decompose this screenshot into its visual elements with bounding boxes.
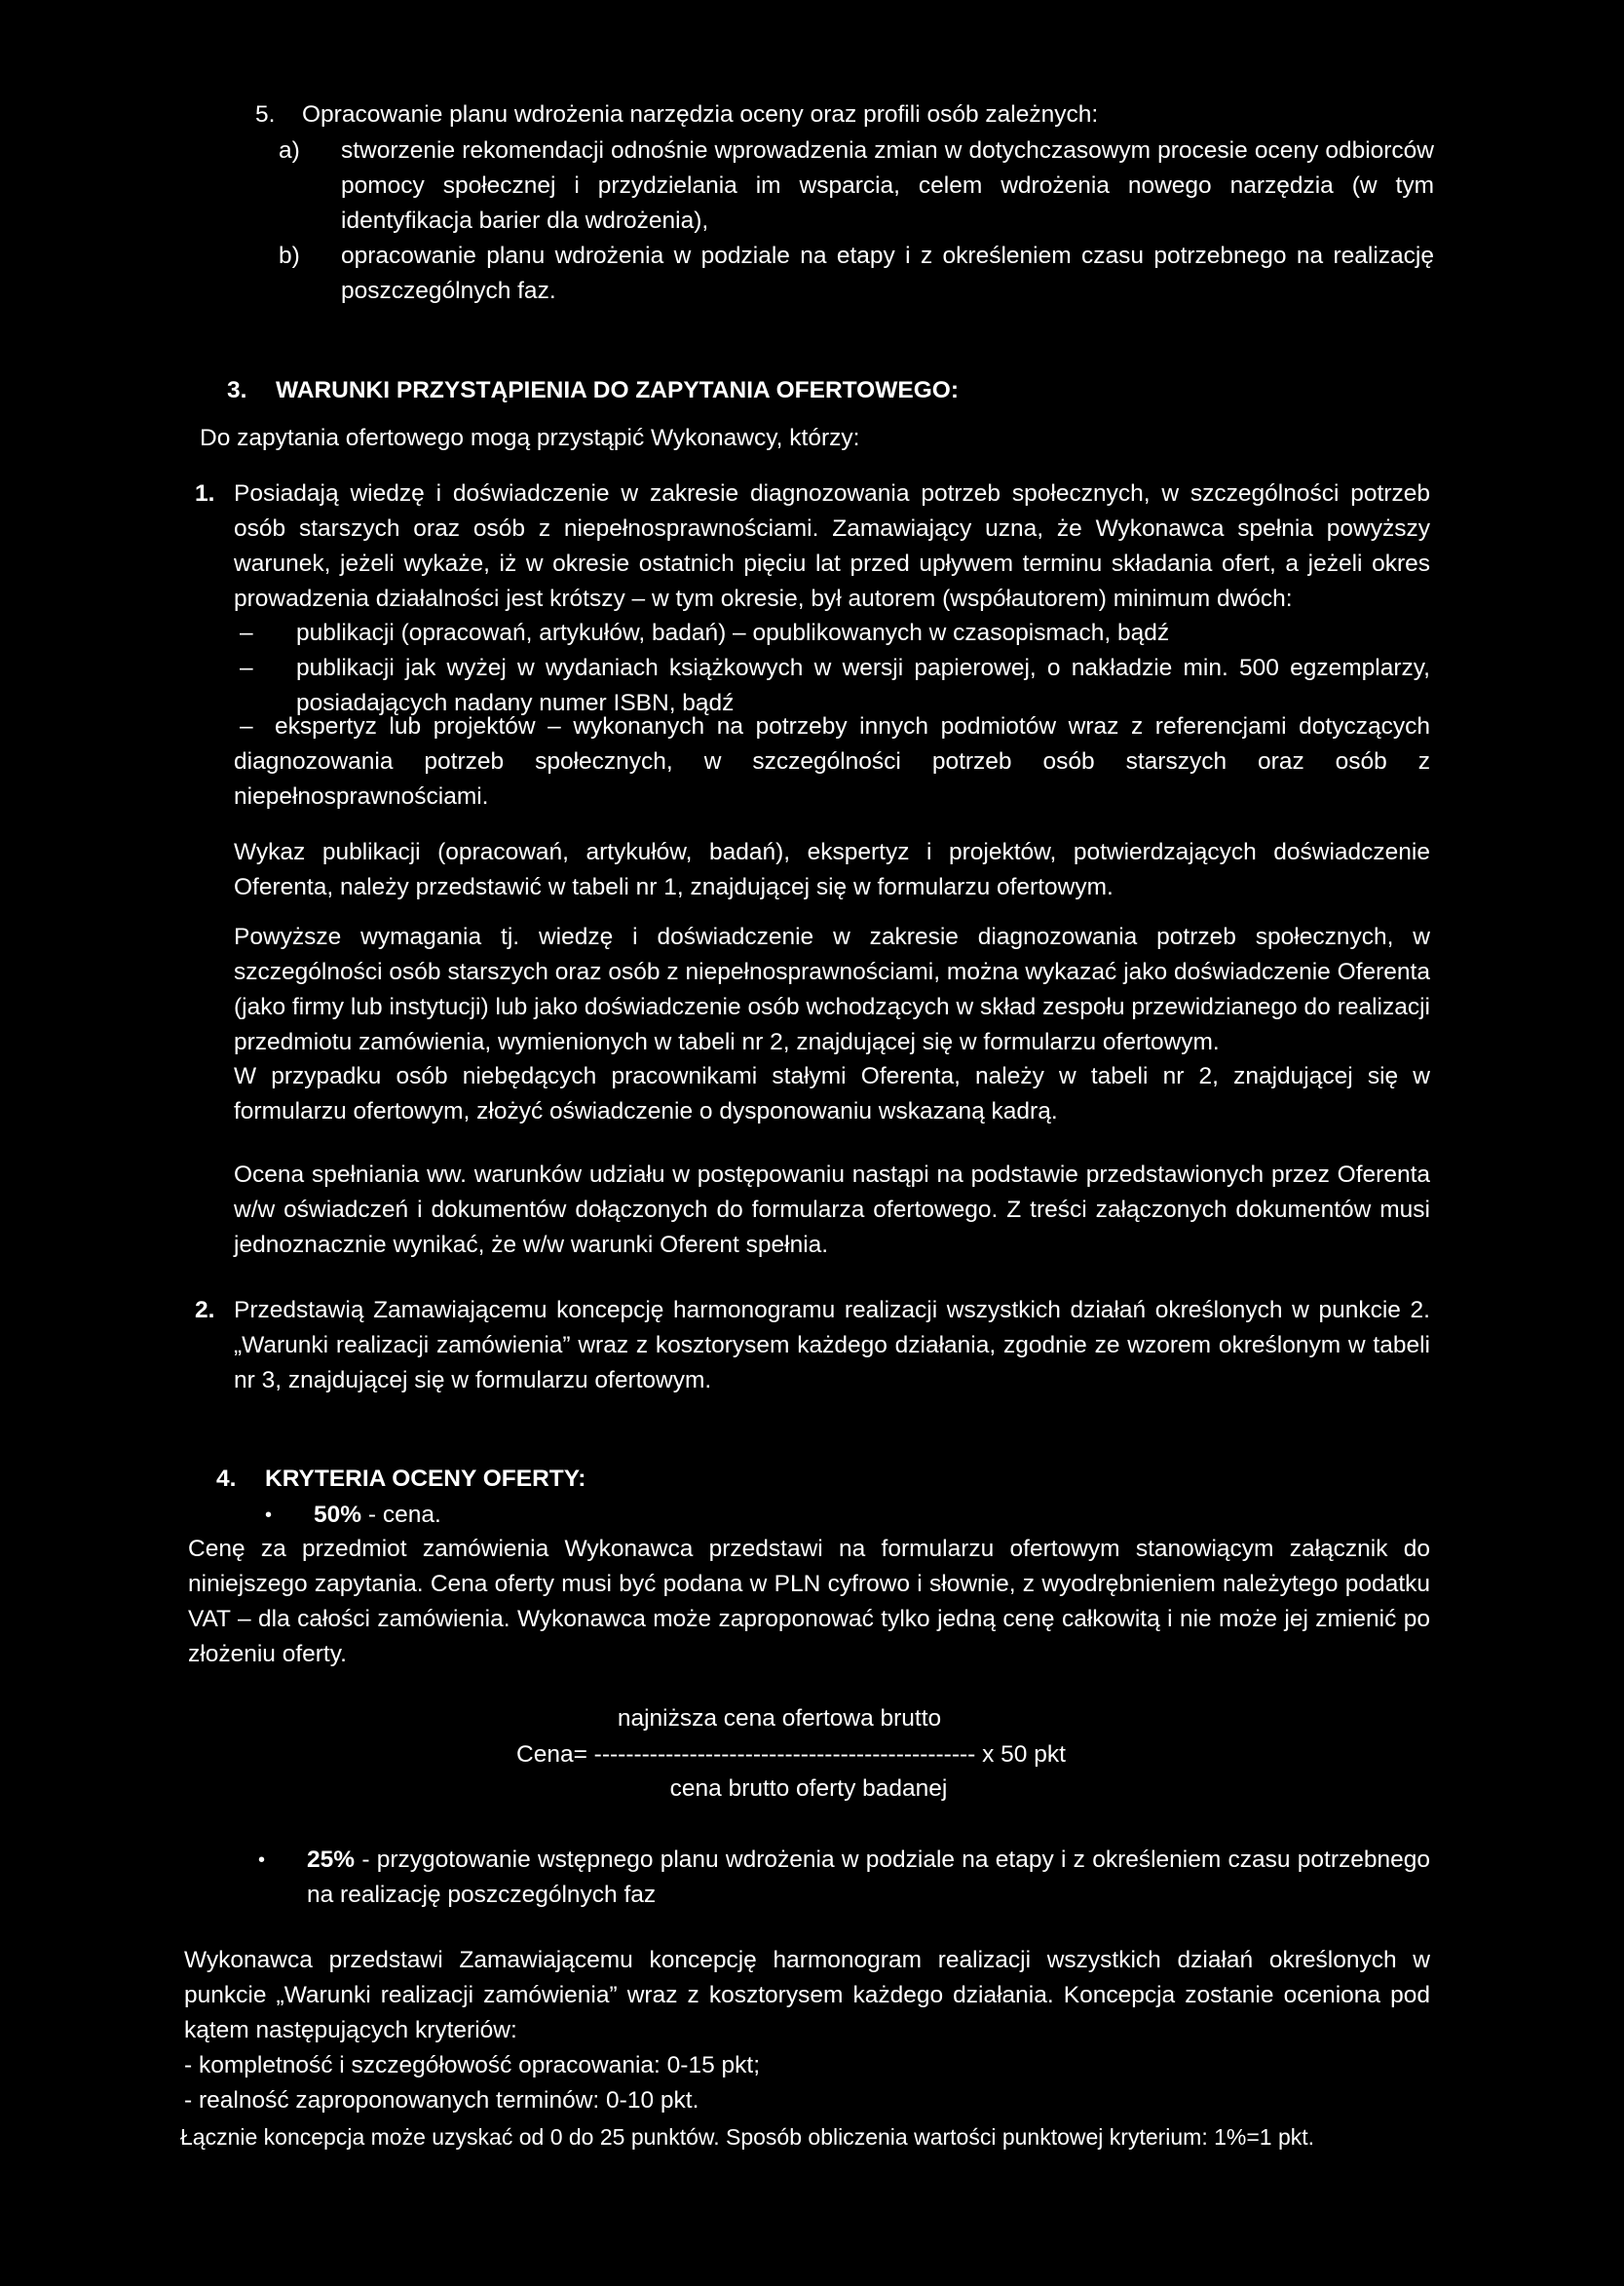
sec3-item-1-text: Posiadają wiedzę i doświadczenie w zakresie diagnozowania potrzeb społecznych, w szczególności potrzeb osób starszych oraz osób z niepełnosprawnościami. Zamawiający uzna, że Wykonawca spełnia powyższy warunek, jeżeli wykaże, iż w okresie ostatnich pięciu lat przed upływem terminu składania ofert, a jeżeli okres prowadzenia działalności jest krótszy – w tym okresie, był autorem (współautorem) minimum dwóch: (234, 480, 1430, 612)
sec4-bullet-2-text: - przygotowanie wstępnego planu wdrożenia w podziale na etapy i z określeniem czasu potrzebnego na realizację poszczególnych faz (307, 1847, 1430, 1908)
sec4-heading-number: 4. (216, 1466, 237, 1492)
sec3-wprzypadku-paragraph: W przypadku osób niebędących pracownikami stałymi Oferenta, należy w tabeli nr 2, znajdującej się w formularzu ofertowym, złożyć oświadczenie o dysponowaniu wskazaną kadrą. (234, 1063, 1430, 1124)
sec4-bullet-2-pct: 25% (307, 1847, 356, 1873)
sec4-koncepcja-paragraph: Wykonawca przedstawi Zamawiającemu koncepcję harmonogram realizacji wszystkich działań określonych w punkcie „Warunki realizacji zamówienia” wraz z kosztorysem każdego działania. Koncepcja zostanie oceniona pod kątem następujących kryteriów: (184, 1947, 1430, 2043)
sec3-dash-2-mark: – (240, 655, 253, 681)
sec5-item-b-label: b) (279, 243, 300, 269)
sec3-wykaz-paragraph: Wykaz publikacji (opracowań, artykułów, badań), ekspertyz i projektów, potwierdzających doświadczenie Oferenta, należy przedstawić w tabeli nr 1, znajdującej się w formularzu ofertowym. (234, 839, 1430, 900)
sec4-bullet-2-mark: • (258, 1849, 266, 1871)
sec3-heading-number: 3. (227, 377, 247, 403)
sec4-lacznie-paragraph: Łącznie koncepcja może uzyskać od 0 do 25 punktów. Sposób obliczenia wartości punktowej kryterium: 1%=1 pkt. (180, 2124, 1315, 2150)
sec5-title-text: Opracowanie planu wdrożenia narzędzia oceny oraz profili osób zależnych: (302, 101, 1099, 128)
sec3-item-1 (195, 476, 1430, 617)
sec4-cena-paragraph: Cenę za przedmiot zamówienia Wykonawca przedstawi na formularzu ofertowym stanowiącym załącznik do niniejszego zapytania. Cena oferty musi być podana w PLN cyfrowo i słownie, z wyodrębnieniem należytego podatku VAT – dla całości zamówienia. Wykonawca może zaproponować tylko jedną cenę całkowitą i nie może jej zmienić po złożeniu oferty. (188, 1536, 1430, 1667)
sec5-item-a (279, 133, 1434, 239)
sec5-item-a-label: a) (279, 137, 300, 164)
sec4-bullet-1-pct: 50% (314, 1502, 362, 1528)
sec4-bullet-1-text: - cena. (367, 1502, 441, 1528)
sec4-heading (216, 1462, 1385, 1497)
sec4-criterion-1: - kompletność i szczegółowość opracowania: 0-15 pkt; (184, 2052, 761, 2078)
sec3-dash-2-text: publikacji jak wyżej w wydaniach książkowych w wersji papierowej, o nakładzie min. 500 egzemplarzy, posiadających nadany numer ISBN, bądź (296, 655, 1430, 716)
sec4-bullet-1 (265, 1498, 1044, 1533)
sec4-criterion-2: - realność zaproponowanych terminów: 0-10 pkt. (184, 2087, 699, 2114)
sec3-heading-text: WARUNKI PRZYSTĄPIENIA DO ZAPYTANIA OFERTOWEGO: (276, 377, 959, 403)
sec5-number: 5. (255, 101, 276, 128)
sec3-item-2 (195, 1293, 1430, 1398)
sec4-bullet-1-mark: • (265, 1505, 273, 1526)
sec3-intro: Do zapytania ofertowego mogą przystąpić Wykonawcy, którzy: (200, 425, 860, 451)
sec3-dash-3-text: ekspertyz lub projektów – wykonanych na potrzeby innych podmiotów wraz z referencjami dotyczących diagnozowania potrzeb społecznych, w szczególności potrzeb osób starszych oraz osób z niepełnosprawnościami. (234, 713, 1430, 810)
sec3-dash-3 (234, 709, 1430, 815)
sec3-dash-1 (240, 616, 1430, 651)
sec3-ocena-paragraph: Ocena spełniania ww. warunków udziału w postępowaniu nastąpi na podstawie przedstawionych przez Oferenta w/w oświadczeń i dokumentów dołączonych do formularza ofertowego. Z treści załączonych dokumentów musi jednoznacznie wynikać, że w/w warunki Oferent spełnia. (234, 1162, 1430, 1258)
sec4-heading-text: KRYTERIA OCENY OFERTY: (265, 1466, 586, 1492)
sec5-item-b (279, 239, 1434, 309)
sec4-bullet-2 (258, 1843, 1430, 1913)
sec3-item-2-number: 2. (195, 1297, 215, 1323)
sec3-dash-1-mark: – (240, 620, 253, 646)
sec3-item-2-text: Przedstawią Zamawiającemu koncepcję harmonogramu realizacji wszystkich działań określonych w punkcie 2. „Warunki realizacji zamówienia” wraz z kosztorysem każdego działania, zgodnie ze wzorem określonym w tabeli nr 3, znajdującej się w formularzu ofertowym. (234, 1297, 1430, 1393)
sec3-powyzsze-paragraph: Powyższe wymagania tj. wiedzę i doświadczenie w zakresie diagnozowania potrzeb społecznych, w szczególności osób starszych oraz osób z niepełnosprawnościami, można wykazać jako doświadczenie Oferenta (jako firmy lub instytucji) lub jako doświadczenie osób wchodzących w skład zespołu przewidzianego do realizacji przedmiotu zamówienia, wymienionych w tabeli nr 2, znajdującej się w formularzu ofertowym. (234, 924, 1430, 1055)
sec3-dash-1-text: publikacji (opracowań, artykułów, badań) – opublikowanych w czasopismach, bądź (296, 620, 1170, 646)
sec3-item-1-number: 1. (195, 480, 215, 507)
sec5-item-a-text: stworzenie rekomendacji odnośnie wprowadzenia zmian w dotychczasowym procesie oceny odbiorców pomocy społecznej i przydzielania im wsparcia, celem wdrożenia nowego narzędzia (w tym identyfikacja barier dla wdrożenia), (341, 137, 1434, 234)
formula-denominator: cena brutto oferty badanej (669, 1775, 948, 1802)
formula-numerator: najniższa cena ofertowa brutto (617, 1705, 942, 1732)
sec5-item-b-text: opracowanie planu wdrożenia w podziale na etapy i z określeniem czasu potrzebnego na realizację poszczególnych faz. (341, 243, 1434, 304)
sec3-heading (227, 373, 1396, 408)
sec3-dash-3-mark: – (240, 713, 253, 740)
formula-line: Cena= ------------------------------------------------ x 50 pkt (516, 1741, 1066, 1768)
sec5-title (255, 97, 1424, 133)
